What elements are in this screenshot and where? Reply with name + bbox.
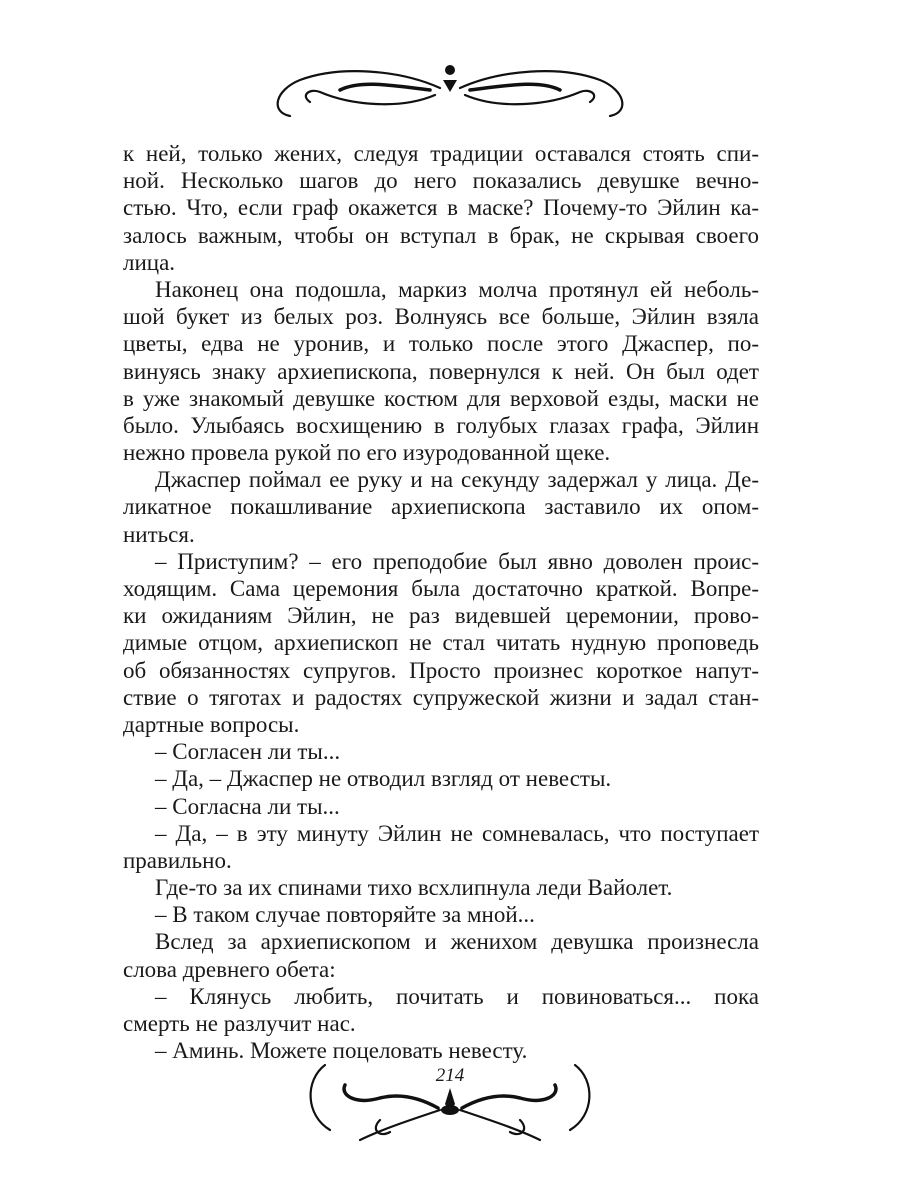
text-line: – Приступим? – его преподобие был явно доволен проис- (155, 548, 759, 574)
text-line: смерть не разлучит нас. (123, 1011, 356, 1036)
text-line: – Согласен ли ты... (155, 739, 341, 765)
text-line: правильно. (123, 847, 232, 873)
body-text (123, 140, 759, 1064)
text-line: Наконец она подошла, маркиз молча протянул ей неболь- (155, 276, 759, 302)
text-line: ходящим. Сама церемония была достаточно краткой. Вопре- (123, 576, 759, 601)
text-line: – Да, – Джаспер не отводил взгляд от невесты. (155, 766, 612, 792)
text-line: шой букет из белых роз. Волнуясь все больше, Эйлин взяла (123, 304, 759, 330)
text-line: ствие о тяготах и радостях супружеской жизни и задал стан- (123, 684, 759, 710)
text-line: – Да, – в эту минуту Эйлин не сомневалась, что поступает (155, 820, 759, 846)
text-line: – Клянусь любить, почитать и повиноваться... пока (155, 983, 759, 1009)
text-line: нежно провела рукой по его изуродованной щеке. (123, 440, 611, 466)
text-line: – В таком случае повторяйте за мной... (155, 902, 535, 928)
text-line: в уже знакомый девушке костюм для верховой езды, маски не (123, 385, 759, 411)
text-line: слова древнего обета: (123, 956, 336, 982)
top-ornament-icon (0, 50, 900, 125)
text-line: цветы, едва не уронив, и только после этого Джаспер, по- (123, 331, 759, 357)
text-line: Вслед за архиепископом и женихом девушка произнесла (155, 929, 759, 955)
page-number: 214 (435, 1065, 465, 1086)
text-line: димые отцом, архиепископ не стал читать нудную проповедь (123, 630, 759, 656)
text-line: ликатное покашливание архиепископа заставило их опом- (123, 494, 759, 520)
text-line: – Согласна ли ты... (155, 793, 340, 819)
text-line: ки ожиданиям Эйлин, не раз видевшей церемонии, прово- (123, 603, 759, 629)
text-line: Где-то за их спинами тихо всхлипнула леди Вайолет. (155, 875, 673, 901)
text-line: к ней, только жених, следуя традиции оставался стоять спи- (123, 141, 759, 166)
text-line: винуясь знаку архиепископа, повернулся к ней. Он был одет (123, 358, 759, 384)
text-line: стью. Что, если граф окажется в маске? Почему-то Эйлин ка- (123, 195, 759, 221)
text-line: дартные вопросы. (123, 711, 300, 737)
text-line: Джаспер поймал ее руку и на секунду задержал у лица. Де- (155, 467, 759, 493)
text-line: залось важным, чтобы он вступал в брак, не скрывая своего (123, 222, 759, 248)
text-line: ниться. (123, 521, 195, 547)
text-line: было. Улыбаясь восхищению в голубых глазах графа, Эйлин (123, 412, 759, 438)
text-line: об обязанностях супругов. Просто произнес короткое напут- (123, 657, 759, 683)
text-line: лица. (123, 249, 176, 275)
text-line: – Аминь. Можете поцеловать невесту. (155, 1038, 528, 1064)
text-line: ной. Несколько шагов до него показались девушке вечно- (123, 168, 759, 194)
